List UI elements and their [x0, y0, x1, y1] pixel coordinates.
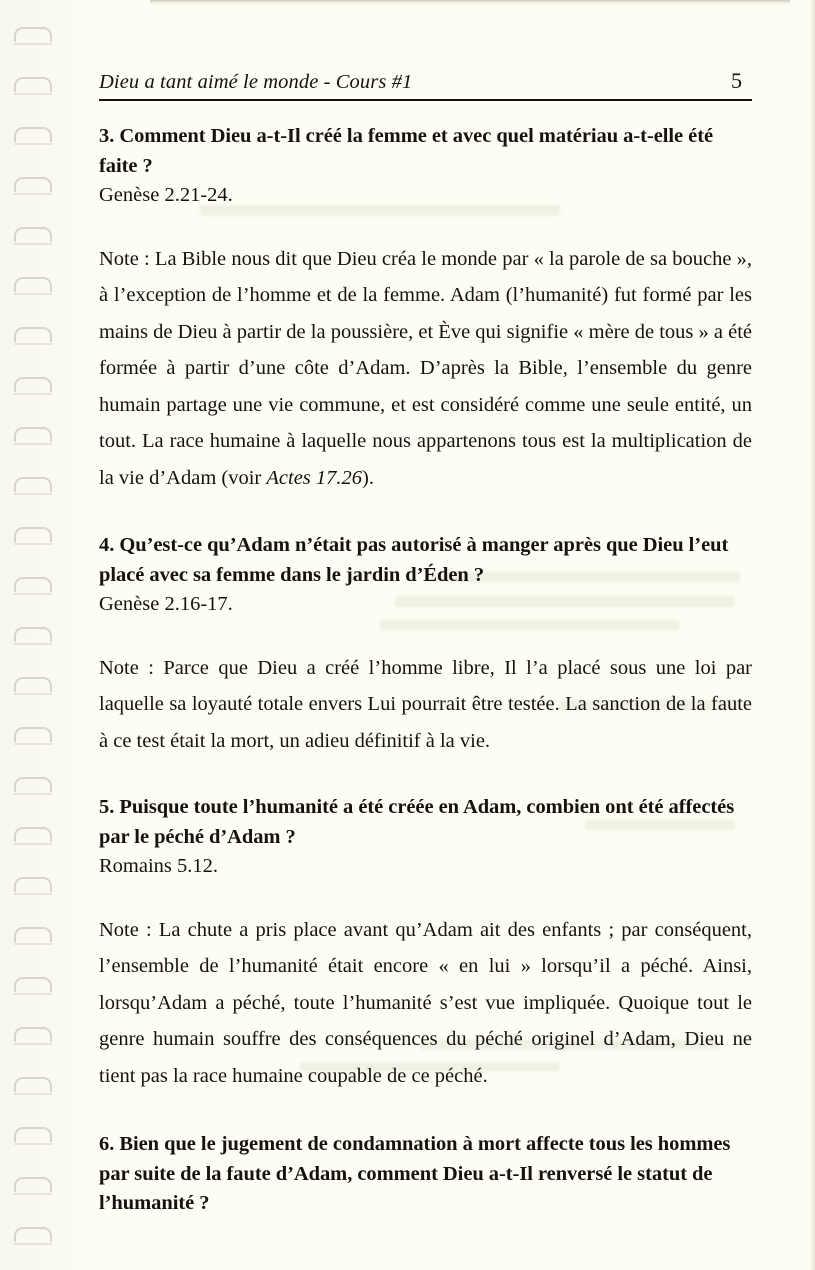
binding-ring [14, 77, 52, 92]
binding-ring [14, 477, 52, 492]
note-3-text-part2: ). [362, 466, 374, 489]
question-block-3 [99, 122, 752, 496]
binding-ring [14, 377, 52, 392]
question-3-heading: 3. Comment Dieu a-t-Il créé la femme et avec quel matériau a-t-elle été faite ? [99, 125, 714, 177]
question-3-reference: Genèse 2.21-24. [99, 184, 233, 206]
header-title: Dieu a tant aimé le monde - Cours #1 [99, 71, 413, 93]
question-block-6 [99, 1130, 752, 1219]
scan-right-edge [810, 0, 815, 1270]
scan-left-tint [0, 0, 96, 1270]
page-number: 5 [731, 68, 742, 93]
spacer [99, 496, 752, 531]
question-4-reference: Genèse 2.16-17. [99, 593, 233, 615]
question-5-heading: 5. Puisque toute l’humanité a été créée en Adam, combien ont été affectés par le péché d’Adam ? [99, 796, 735, 848]
binding-ring [14, 277, 52, 292]
binding-ring [14, 777, 52, 792]
question-3-note [99, 241, 752, 497]
page-body [99, 122, 752, 1219]
binding-ring [14, 327, 52, 342]
spacer [99, 1094, 752, 1130]
binding-ring [14, 1127, 52, 1142]
binding-ring [14, 1077, 52, 1092]
header-rule [99, 99, 752, 101]
binding-ring [14, 427, 52, 442]
spiral-binding [0, 0, 90, 1270]
question-block-4 [99, 531, 752, 759]
binding-ring [14, 827, 52, 842]
binding-ring [14, 27, 52, 42]
binding-ring [14, 527, 52, 542]
spacer [99, 211, 752, 241]
binding-ring [14, 227, 52, 242]
binding-ring [14, 927, 52, 942]
question-5-note: Note : La chute a pris place avant qu’Adam ait des enfants ; par conséquent, l’ensemble de l’humanité était encore « en lui » lorsqu’il a péché. Ainsi, lorsqu’Adam a péché, toute l’humanité s’est vue impliquée. Quoique tout le genre humain souffre des conséquences du péché originel d’Adam, Dieu ne tient pas la race humaine coupable de ce péché. [99, 918, 752, 1087]
binding-ring [14, 1177, 52, 1192]
question-block-5 [99, 793, 752, 1094]
spacer [99, 759, 752, 793]
binding-ring [14, 1227, 52, 1242]
binding-ring [14, 677, 52, 692]
note-3-text-part1: Note : La Bible nous dit que Dieu créa le monde par « la parole de sa bouche », à l’exception de l’homme et de la femme. Adam (l’humanité) fut formé par les mains de Dieu à partir de la poussière, et Ève qui signifie « mère de tous » a été formée à partir d’une côte d’Adam. D’après la Bible, l’ensemble du genre humain partage une vie commune, et est considéré comme une seule entité, un tout. La race humaine à laquelle nous appartenons tous est la multiplication de la vie d’Adam (voir [99, 247, 752, 489]
binding-ring [14, 977, 52, 992]
scan-top-shadow [150, 0, 790, 6]
binding-ring [14, 577, 52, 592]
spacer [99, 620, 752, 650]
binding-ring [14, 627, 52, 642]
binding-ring [14, 177, 52, 192]
running-head [99, 68, 752, 94]
question-5-reference: Romains 5.12. [99, 855, 219, 877]
binding-ring [14, 877, 52, 892]
question-4-heading: 4. Qu’est-ce qu’Adam n’était pas autorisé à manger après que Dieu l’eut placé avec sa femme dans le jardin d’Éden ? [99, 534, 729, 586]
binding-ring [14, 127, 52, 142]
spacer [99, 882, 752, 912]
note-3-scripture-citation: Actes 17.26 [266, 466, 363, 489]
question-4-note: Note : Parce que Dieu a créé l’homme libre, Il l’a placé sous une loi par laquelle sa loyauté totale envers Lui pourrait être testée. La sanction de la faute à ce test était la mort, un adieu définitif à la vie. [99, 656, 752, 752]
binding-ring [14, 727, 52, 742]
question-6-heading: 6. Bien que le jugement de condamnation à mort affecte tous les hommes par suite de la faute d’Adam, comment Dieu a-t-Il renversé le statut de l’humanité ? [99, 1133, 731, 1214]
binding-ring [14, 1027, 52, 1042]
